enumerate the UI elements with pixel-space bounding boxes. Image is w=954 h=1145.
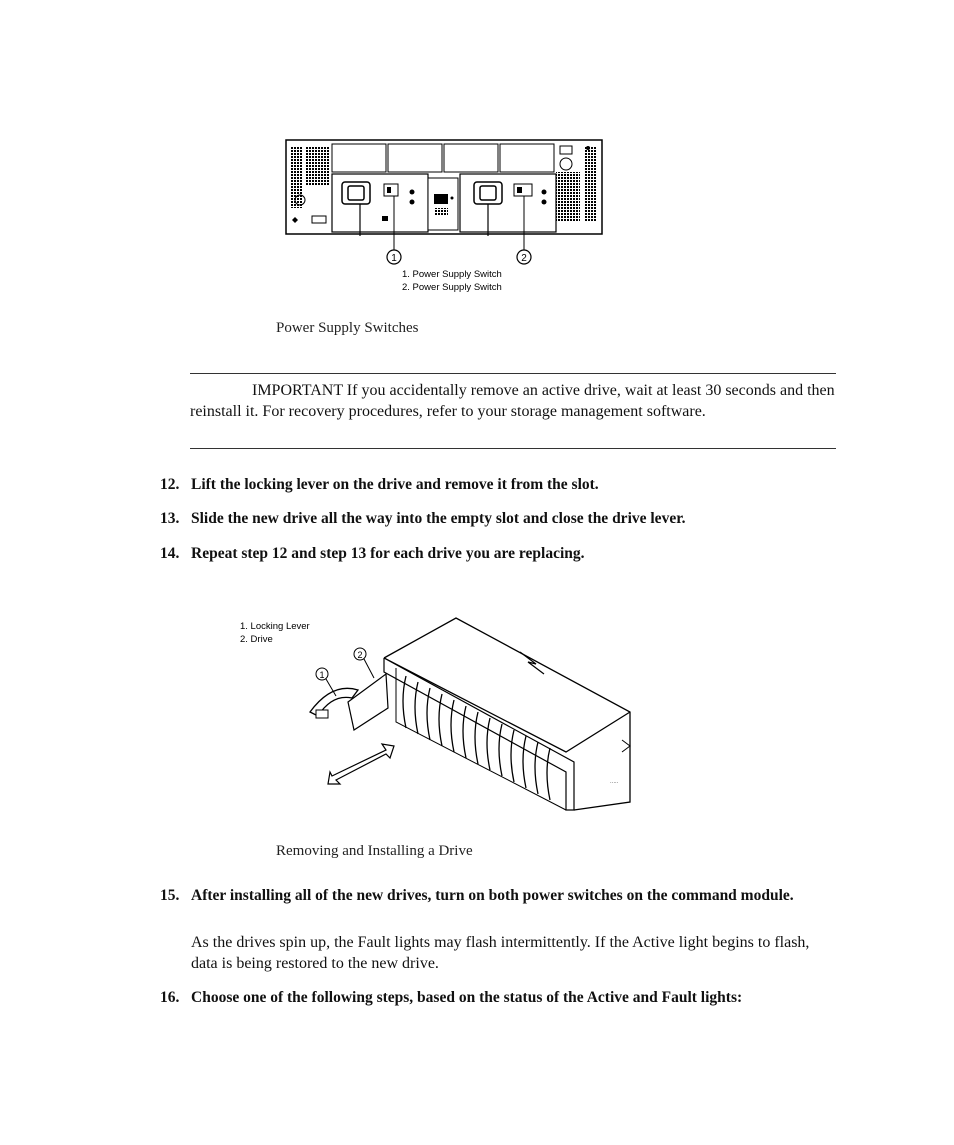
insert-remove-arrow-icon [328, 744, 394, 784]
step-item [160, 543, 840, 564]
power-supply-diagram [282, 132, 612, 302]
power-supply-figure [282, 132, 612, 302]
drive-removal-diagram [236, 612, 636, 812]
svg-text:·····: ····· [610, 780, 619, 786]
drive-removal-figure [236, 612, 636, 812]
callout-1 [387, 250, 401, 264]
callout-1 [316, 668, 336, 696]
svg-text:2: 2 [521, 253, 527, 264]
legend-item-2: 2. Drive [240, 634, 273, 645]
step-number: 13. [160, 510, 180, 527]
step-number: 16. [160, 989, 180, 1006]
note-bottom-rule [190, 448, 836, 449]
legend-item-1: 1. Power Supply Switch [402, 269, 502, 280]
step-item [160, 508, 840, 529]
step-body-text: As the drives spin up, the Fault lights may flash intermittently. If the Active light begins to flash, data is being restored to the new drive. [191, 934, 810, 972]
svg-text:2: 2 [357, 650, 363, 660]
step-text: Repeat step 12 and step 13 for each drive you are replacing. [191, 545, 585, 562]
step-text: Lift the locking lever on the drive and remove it from the slot. [191, 476, 599, 493]
figure-caption: Removing and Installing a Drive [276, 843, 473, 859]
figure-caption: Power Supply Switches [276, 320, 419, 336]
note-top-rule [190, 373, 836, 374]
svg-text:1: 1 [319, 670, 325, 680]
step-number: 12. [160, 476, 180, 493]
callout-2 [517, 250, 531, 264]
step-text: Slide the new drive all the way into the empty slot and close the drive lever. [191, 510, 686, 527]
step-text: After installing all of the new drives, turn on both power switches on the command module. [191, 887, 794, 904]
step-number: 14. [160, 545, 180, 562]
svg-text:1: 1 [391, 253, 397, 264]
step-item [160, 987, 840, 1008]
legend-item-2: 2. Power Supply Switch [402, 282, 502, 293]
callout-2 [354, 648, 374, 678]
step-number: 15. [160, 887, 180, 904]
step-item [160, 885, 840, 906]
important-note: IMPORTANT If you accidentally remove an active drive, wait at least 30 seconds and then reinstall it. For recovery procedures, refer to your storage management software. [190, 382, 835, 420]
step-item [160, 474, 840, 495]
legend-item-1: 1. Locking Lever [240, 621, 310, 632]
step-text: Choose one of the following steps, based on the status of the Active and Fault lights: [191, 989, 743, 1006]
